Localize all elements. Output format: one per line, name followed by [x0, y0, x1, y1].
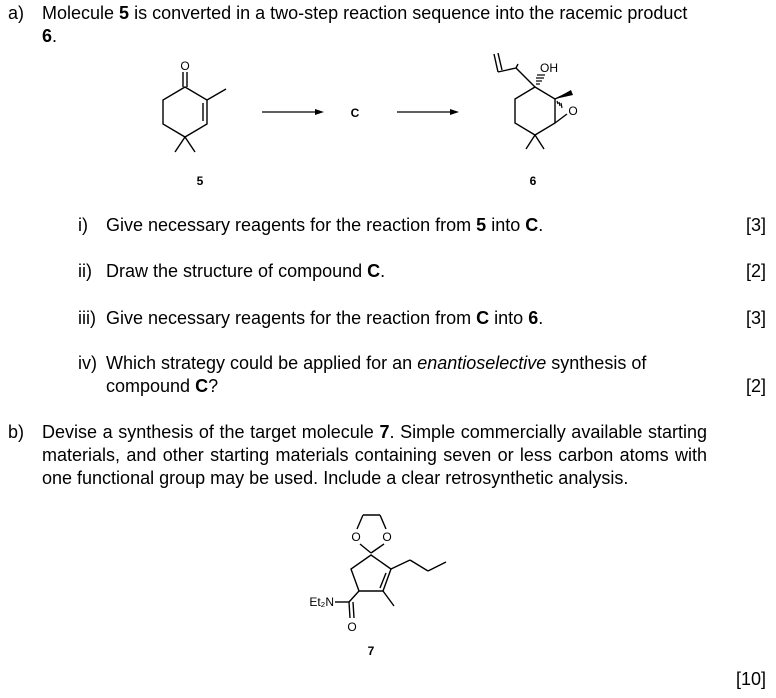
- question-iv-text: Which strategy could be applied for an enantioselective synthesis of compound C?: [106, 353, 647, 396]
- question-ii-label: ii): [78, 261, 92, 281]
- part-a-label: a): [8, 3, 25, 23]
- molecule-6-oh: OH: [540, 61, 558, 75]
- molecule-5-oxygen: O: [180, 59, 190, 73]
- question-iii-label: iii): [78, 308, 96, 328]
- reaction-scheme: [0, 40, 776, 195]
- question-i-label: i): [78, 215, 88, 235]
- reaction-arrow-2-head: [450, 109, 459, 115]
- question-i-marks: [3]: [745, 215, 766, 235]
- compound-5-label: 5: [196, 174, 204, 188]
- molecule-6-epoxide-oxygen: O: [568, 104, 578, 118]
- reaction-arrow-1-head: [315, 109, 324, 115]
- hashed-bond-epoxide: [557, 101, 562, 108]
- question-iv-marks: [2]: [745, 376, 766, 396]
- part-b-marks: [10]: [735, 669, 766, 689]
- hashed-bond-oh: [536, 75, 545, 84]
- intermediate-c-label: C: [350, 106, 360, 120]
- molecule-6-structure: [494, 53, 570, 149]
- question-ii-marks: [2]: [745, 261, 766, 281]
- part-a-intro: Molecule 5 is converted in a two-step reaction sequence into the racemic product 6.: [42, 3, 688, 46]
- compound-6-label: 6: [529, 174, 537, 188]
- part-b-text: Devise a synthesis of the target molecule 7. Simple commercially available starting materials, and other starting materials containing seven or less carbon atoms with one functional group may be used. Include a clear retrosynthetic analysis.: [42, 422, 707, 488]
- molecule-7-carbonyl-oxygen: O: [347, 620, 357, 634]
- question-iii-text: Give necessary reagents for the reaction from C into 6.: [106, 308, 544, 328]
- question-i-text: Give necessary reagents for the reaction from 5 into C.: [106, 215, 544, 235]
- question-iv-label: iv): [78, 353, 97, 373]
- wedge-bond-methyl: [555, 90, 573, 99]
- molecule-7-oxygen-right: O: [382, 530, 392, 544]
- molecule-5-structure: [163, 72, 226, 152]
- part-b-label: b): [8, 422, 25, 442]
- question-ii-text: Draw the structure of compound C.: [106, 261, 386, 281]
- question-iii-marks: [3]: [745, 308, 766, 328]
- molecule-7-oxygen-left: O: [351, 530, 361, 544]
- molecule-7-amine: Et₂N: [309, 595, 334, 609]
- molecule-7-diagram: [270, 505, 470, 665]
- compound-7-label: 7: [367, 644, 375, 658]
